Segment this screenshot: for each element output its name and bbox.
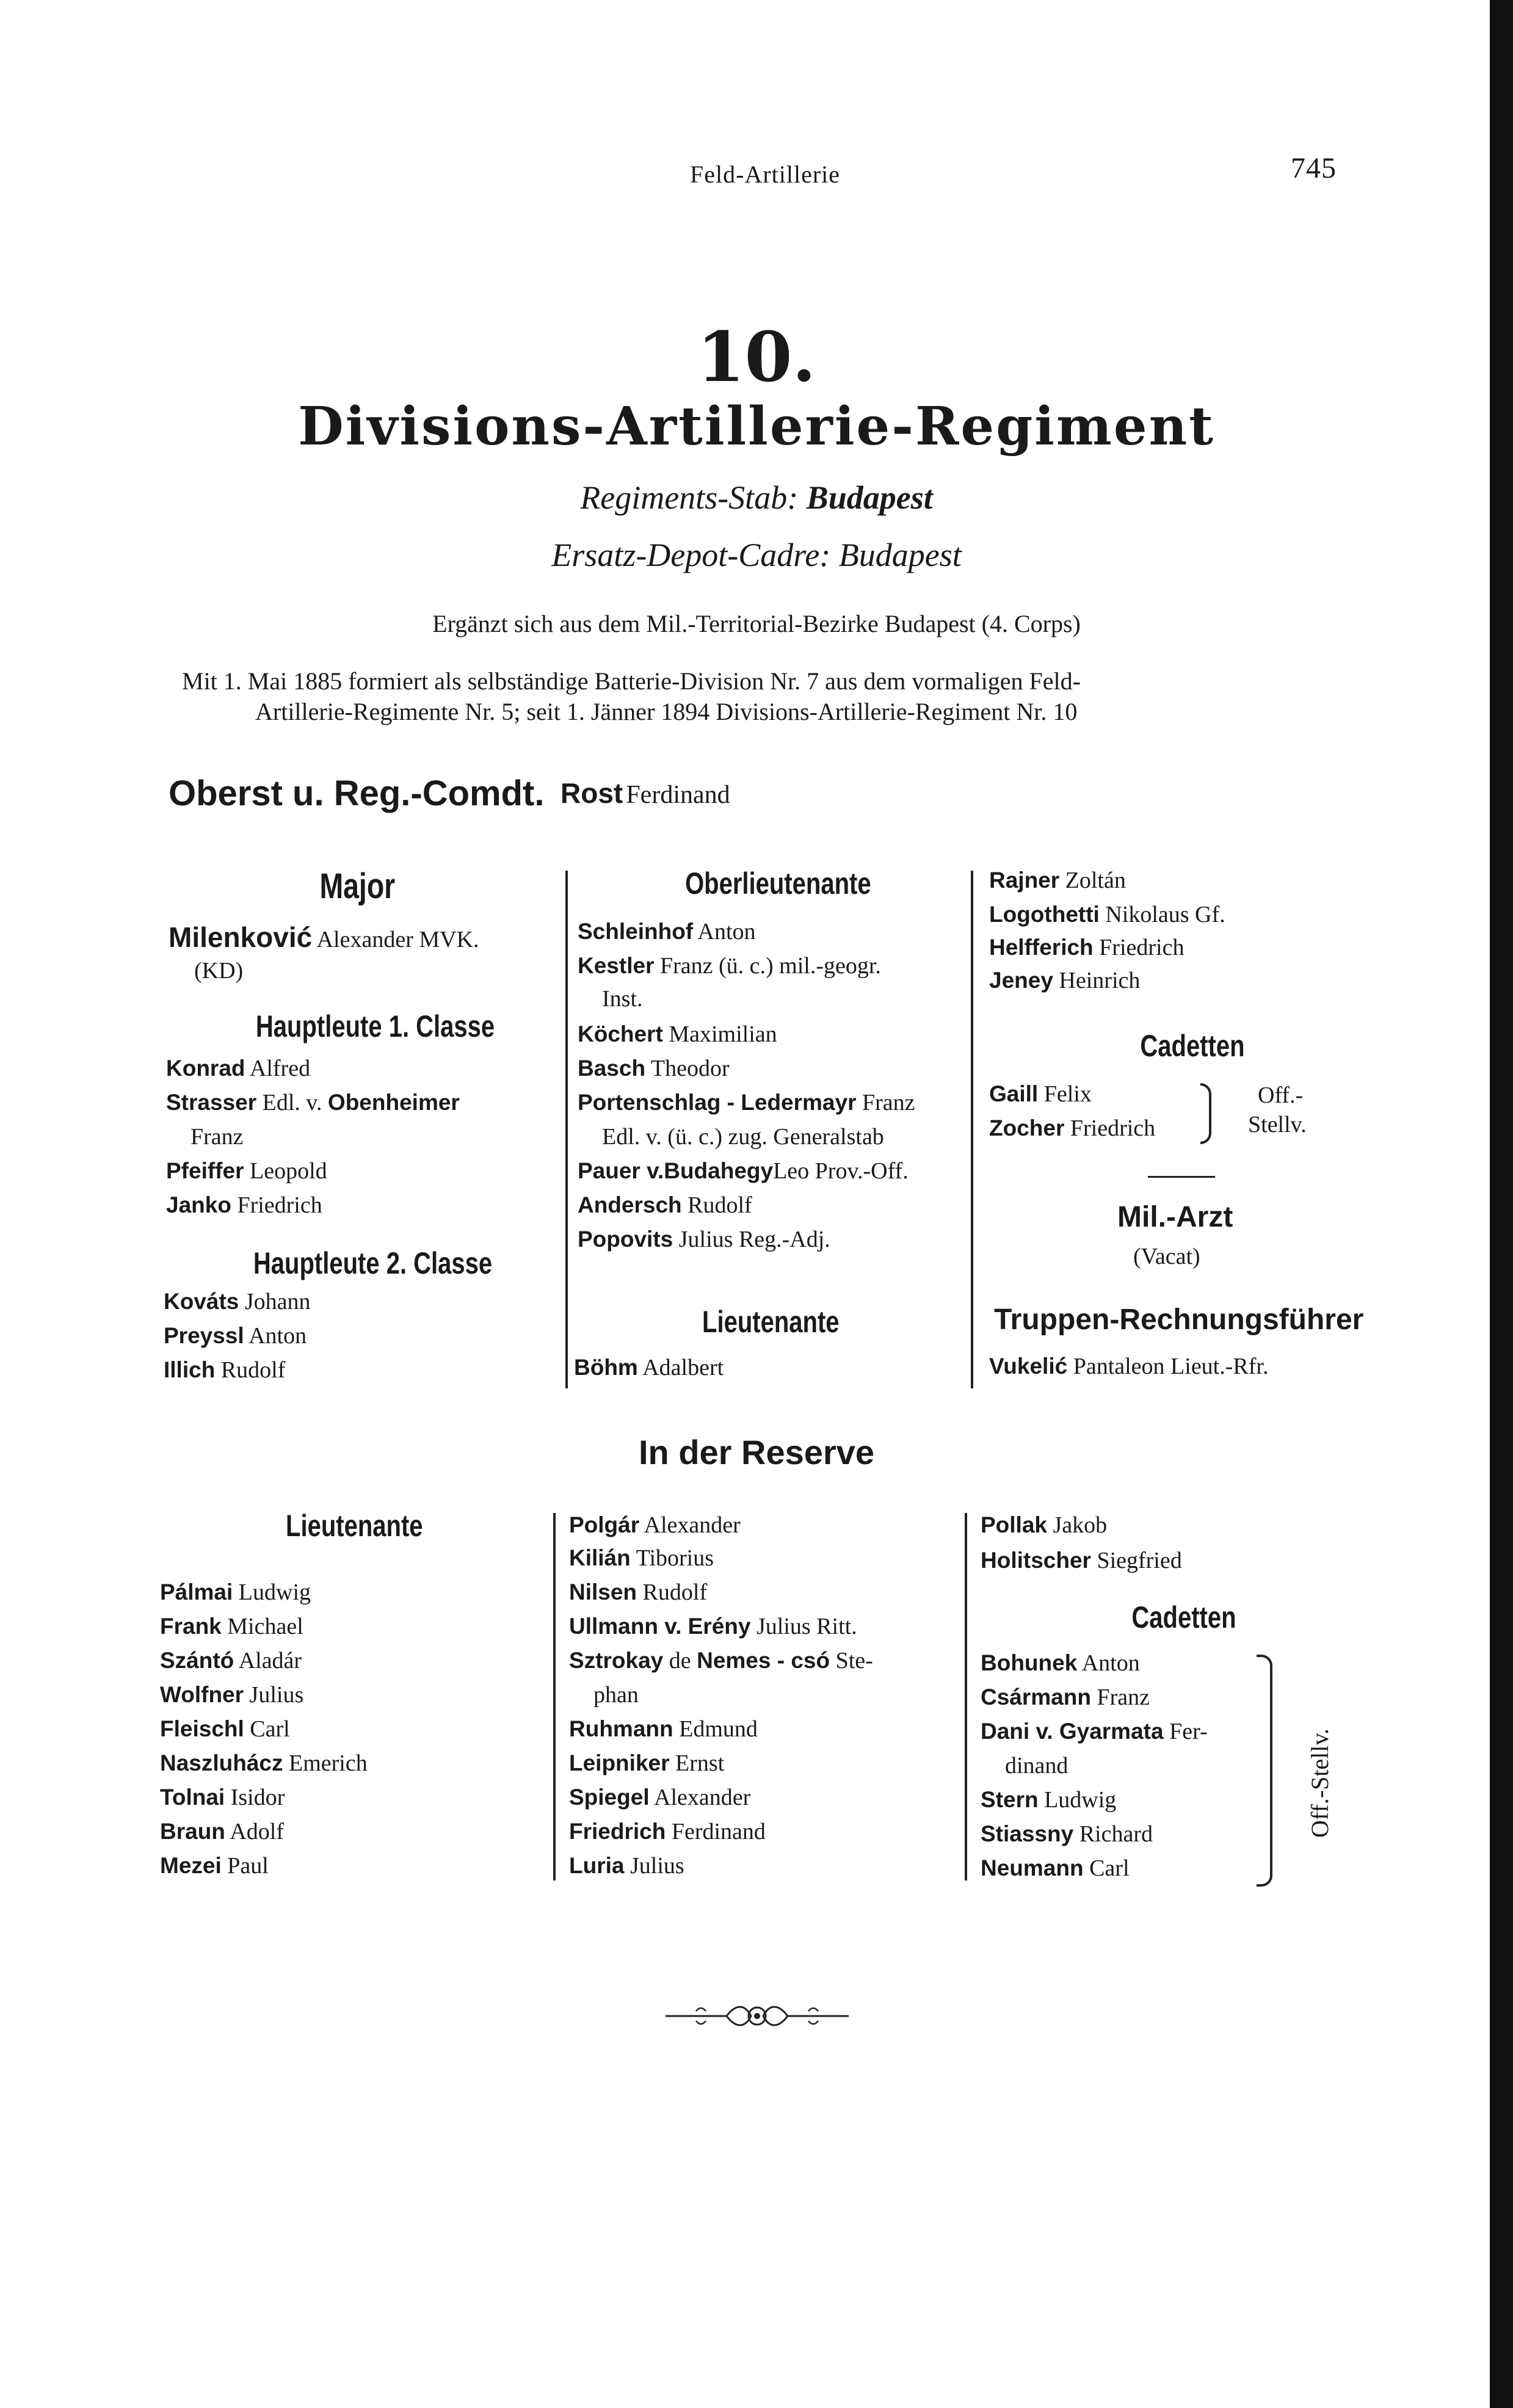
list-item	[989, 867, 1126, 894]
commander-given: Ferdinand	[626, 781, 730, 809]
surname: Pálmai	[160, 1579, 233, 1605]
hauptleute-1-heading: Hauptleute 1. Classe	[255, 1009, 495, 1043]
given-name: Theodor	[650, 1056, 730, 1081]
surname: Stiassny	[981, 1821, 1074, 1846]
given-name: Carl	[250, 1716, 290, 1742]
history-line-1: Mit 1. Mai 1885 formiert als selbständige Batterie-Division Nr. 7 aus dem vormaligen Feld-	[182, 667, 1081, 695]
surname: Janko	[166, 1192, 231, 1217]
given-name: Ludwig	[238, 1579, 311, 1605]
list-item-continuation: dinand	[1005, 1753, 1069, 1779]
list-item	[578, 1055, 730, 1082]
surname: Csármann	[981, 1685, 1091, 1710]
surname: Böhm	[574, 1355, 638, 1380]
regiment-name: Divisions-Artillerie-Regiment	[298, 396, 1215, 457]
surname: Pauer v.Budahegy	[578, 1158, 774, 1183]
regiment-number: 10.	[697, 317, 816, 397]
list-item	[569, 1750, 724, 1777]
list-item	[169, 921, 479, 954]
ersatz-depot	[0, 536, 1513, 574]
surname: Helfferich	[989, 935, 1094, 960]
surname: Mezei	[160, 1853, 222, 1878]
given-name: Franz (ü. c.) mil.-geogr.	[659, 953, 881, 979]
given-name: Leo Prov.-Off.	[773, 1158, 909, 1184]
oberlieutenante-heading: Oberlieutenante	[685, 866, 871, 901]
given-name: Fer-	[1169, 1719, 1208, 1744]
regiment-stab	[0, 479, 1513, 517]
list-item	[164, 1357, 285, 1384]
list-item	[569, 1716, 758, 1743]
surname: Rajner	[989, 868, 1060, 893]
list-item	[989, 1115, 1155, 1142]
given-name: Anton	[249, 1323, 307, 1349]
list-item	[569, 1647, 873, 1674]
given-name: Isidor	[230, 1785, 285, 1810]
surname: Konrad	[166, 1056, 245, 1081]
given-name: Julius	[249, 1682, 304, 1708]
given-name: Michael	[227, 1614, 303, 1639]
surname: Logothetti	[989, 902, 1100, 927]
hauptleute-2-heading: Hauptleute 2. Classe	[253, 1246, 493, 1280]
list-item	[160, 1613, 303, 1640]
list-item	[578, 1021, 777, 1048]
surname: Kováts	[164, 1289, 239, 1314]
given-name: Maximilian	[669, 1021, 777, 1047]
given-name: Edmund	[679, 1716, 758, 1742]
given-name: Friedrich	[237, 1192, 322, 1218]
surname: Friedrich	[569, 1819, 666, 1844]
commander-name	[561, 777, 730, 810]
given-name: Alexander MVK.	[316, 927, 479, 952]
list-item	[569, 1545, 714, 1572]
list-item	[164, 1322, 307, 1349]
surname: Wolfner	[160, 1682, 244, 1707]
list-item	[160, 1681, 303, 1708]
list-item	[989, 934, 1184, 961]
list-item	[569, 1579, 707, 1606]
surname: Milenković	[169, 921, 313, 953]
list-item	[578, 1226, 830, 1253]
given-name: Ernst	[675, 1750, 725, 1776]
given-name: Nikolaus Gf.	[1105, 902, 1225, 927]
surname: Leipniker	[569, 1750, 670, 1775]
cadet-note-line-2: Stellv.	[1248, 1112, 1307, 1137]
depot-label: Ersatz-Depot-Cadre:	[551, 537, 831, 573]
given-name-tail: Ste-	[835, 1648, 873, 1674]
surname: Nilsen	[569, 1579, 637, 1605]
list-item	[160, 1818, 284, 1845]
surname: Braun	[160, 1819, 225, 1844]
surname: Neumann	[981, 1855, 1084, 1880]
list-item	[160, 1750, 368, 1777]
list-item-continuation: Inst.	[602, 986, 643, 1012]
given-name: Alexander	[644, 1512, 741, 1538]
cadetten-heading: Cadetten	[1140, 1029, 1245, 1063]
surname: Pfeiffer	[166, 1158, 244, 1183]
list-item	[578, 1158, 909, 1184]
cadet-note-line-1: Off.-	[1258, 1083, 1304, 1108]
given-name: Anton	[697, 919, 756, 945]
list-item	[569, 1818, 766, 1845]
given-name: Anton	[1081, 1650, 1140, 1676]
given-name: Zoltán	[1065, 868, 1126, 893]
list-item-continuation: (KD)	[194, 958, 244, 984]
list-item	[981, 1512, 1107, 1539]
given-name: Franz	[862, 1090, 915, 1115]
surname: Ruhmann	[569, 1716, 673, 1741]
brace	[1200, 1083, 1211, 1144]
list-item-continuation: Edl. v. (ü. c.) zug. Generalstab	[602, 1124, 884, 1150]
depot-city: Budapest	[838, 537, 962, 573]
list-item	[981, 1547, 1182, 1574]
given-name: Jakob	[1053, 1512, 1108, 1538]
list-item	[981, 1718, 1208, 1745]
surname: Holitscher	[981, 1548, 1091, 1573]
surname: Ullmann v. Erény	[569, 1614, 751, 1639]
rechnungsfuehrer-heading: Truppen-Rechnungsführer	[994, 1304, 1364, 1336]
list-item	[160, 1579, 311, 1606]
surname: Vukelić	[989, 1354, 1068, 1379]
surname: Gaill	[989, 1081, 1039, 1106]
given-name: Richard	[1079, 1821, 1153, 1847]
list-item	[160, 1784, 285, 1811]
list-item	[989, 901, 1225, 928]
given-name: Alfred	[249, 1056, 311, 1081]
commander-rank: Oberst u. Reg.-Comdt.	[169, 774, 545, 813]
surname: Luria	[569, 1853, 625, 1878]
list-item	[569, 1512, 741, 1539]
reserve-cadetten-heading: Cadetten	[1131, 1600, 1236, 1634]
list-item	[578, 1192, 752, 1219]
given-name: Ludwig	[1044, 1787, 1117, 1813]
surname: Basch	[578, 1056, 646, 1081]
brace	[1257, 1655, 1272, 1887]
list-item	[569, 1613, 857, 1640]
mil-arzt-heading: Mil.-Arzt	[1117, 1201, 1233, 1233]
lieutenante-heading: Lieutenante	[702, 1305, 840, 1339]
column-rule	[965, 1513, 967, 1880]
given-name: Ferdinand	[671, 1819, 766, 1844]
surname: Naszluhácz	[160, 1750, 283, 1775]
given-name: Paul	[227, 1853, 269, 1879]
given-name: Siegfried	[1097, 1548, 1182, 1573]
surname: Popovits	[578, 1227, 673, 1252]
given-name: de	[669, 1648, 691, 1674]
given-name: Friedrich	[1099, 935, 1185, 960]
list-item	[578, 1089, 915, 1116]
list-item	[981, 1821, 1153, 1848]
given-name: Rudolf	[688, 1192, 752, 1218]
surname: Dani v. Gyarmata	[981, 1719, 1164, 1744]
given-name: Emerich	[289, 1750, 368, 1776]
list-item	[160, 1852, 269, 1879]
given-name: Felix	[1043, 1081, 1092, 1107]
list-item	[981, 1786, 1116, 1813]
surname-extra: Nemes - csó	[697, 1648, 830, 1673]
given-name: Julius	[630, 1853, 684, 1879]
history-line-2: Artillerie-Regimente Nr. 5; seit 1. Jänner 1894 Divisions-Artillerie-Regiment Nr. 10	[255, 698, 1078, 725]
list-item	[160, 1716, 290, 1743]
given-name: Adalbert	[642, 1355, 724, 1380]
recruit-note: Ergänzt sich aus dem Mil.-Territorial-Bezirke Budapest (4. Corps)	[432, 610, 1081, 637]
stab-city: Budapest	[806, 479, 933, 516]
reserve-lieutenante-heading: Lieutenante	[286, 1509, 423, 1543]
surname: Bohunek	[981, 1650, 1078, 1675]
list-item	[569, 1784, 750, 1811]
major-heading: Major	[319, 866, 396, 906]
surname: Strasser	[166, 1090, 257, 1115]
given-name: Alexander	[654, 1785, 751, 1810]
surname: Kilián	[569, 1545, 631, 1570]
surname: Jeney	[989, 968, 1053, 993]
surname: Spiegel	[569, 1785, 650, 1810]
reserve-heading: In der Reserve	[639, 1433, 874, 1471]
surname: Köchert	[578, 1021, 663, 1046]
mil-arzt-value: (Vacat)	[1133, 1244, 1200, 1269]
given-name: Julius Reg.-Adj.	[678, 1227, 830, 1252]
column-rule	[971, 871, 973, 1388]
list-item-continuation: Franz	[190, 1124, 244, 1150]
surname: Fleischl	[160, 1716, 244, 1741]
list-item	[164, 1288, 311, 1315]
list-item	[989, 1081, 1092, 1108]
divider	[1148, 1176, 1215, 1178]
surname: Sztrokay	[569, 1648, 664, 1673]
surname: Polgár	[569, 1512, 640, 1537]
stab-label: Regiments-Stab:	[580, 479, 799, 516]
given-name: Adolf	[230, 1819, 284, 1844]
surname: Schleinhof	[578, 919, 694, 944]
page-number: 745	[1291, 152, 1337, 184]
surname: Zocher	[989, 1115, 1065, 1141]
surname: Stern	[981, 1787, 1039, 1812]
given-name: Franz	[1097, 1685, 1150, 1710]
list-item	[166, 1192, 322, 1219]
list-item	[981, 1650, 1140, 1677]
given-name: Pantaleon Lieut.-Rfr.	[1073, 1354, 1269, 1379]
surname: Kestler	[578, 953, 655, 978]
surname: Illich	[164, 1357, 216, 1382]
surname: Szántó	[160, 1648, 234, 1673]
list-item	[578, 918, 756, 945]
given-name: Carl	[1089, 1855, 1130, 1881]
given-name: Heinrich	[1059, 968, 1141, 993]
reserve-cadet-note: Off.-Stellv.	[1306, 1728, 1333, 1838]
given-name: Rudolf	[642, 1579, 708, 1605]
surname: Andersch	[578, 1192, 682, 1217]
surname: Pollak	[981, 1512, 1047, 1537]
surname: Preyssl	[164, 1323, 244, 1348]
surname: Frank	[160, 1614, 222, 1639]
surname: Tolnai	[160, 1785, 225, 1810]
list-item	[981, 1855, 1130, 1882]
list-item	[166, 1055, 310, 1082]
given-name: Tiborius	[636, 1545, 714, 1571]
list-item	[166, 1158, 327, 1184]
list-item	[989, 967, 1140, 994]
surname: Portenschlag - Ledermayr	[578, 1090, 857, 1115]
given-name: Friedrich	[1070, 1115, 1156, 1141]
given-name: Leopold	[249, 1158, 327, 1184]
list-item	[166, 1089, 460, 1116]
list-item	[578, 952, 881, 979]
column-rule	[565, 871, 568, 1388]
list-item-continuation: phan	[593, 1682, 639, 1708]
list-item	[981, 1684, 1150, 1711]
surname-extra: Obenheimer	[327, 1090, 460, 1115]
given-name: Aladár	[238, 1648, 302, 1674]
given-name: Rudolf	[220, 1357, 286, 1383]
column-rule	[553, 1513, 556, 1880]
list-item	[569, 1852, 684, 1879]
given-name: Julius Ritt.	[756, 1614, 857, 1639]
list-item	[989, 1353, 1268, 1380]
commander-surname: Rost	[561, 777, 623, 809]
list-item	[574, 1354, 724, 1381]
given-name: Johann	[244, 1289, 311, 1315]
given-name: Edl. v.	[262, 1090, 322, 1115]
ornament-flourish-icon	[659, 1998, 855, 2034]
list-item	[160, 1647, 302, 1674]
running-title: Feld-Artillerie	[690, 161, 841, 188]
